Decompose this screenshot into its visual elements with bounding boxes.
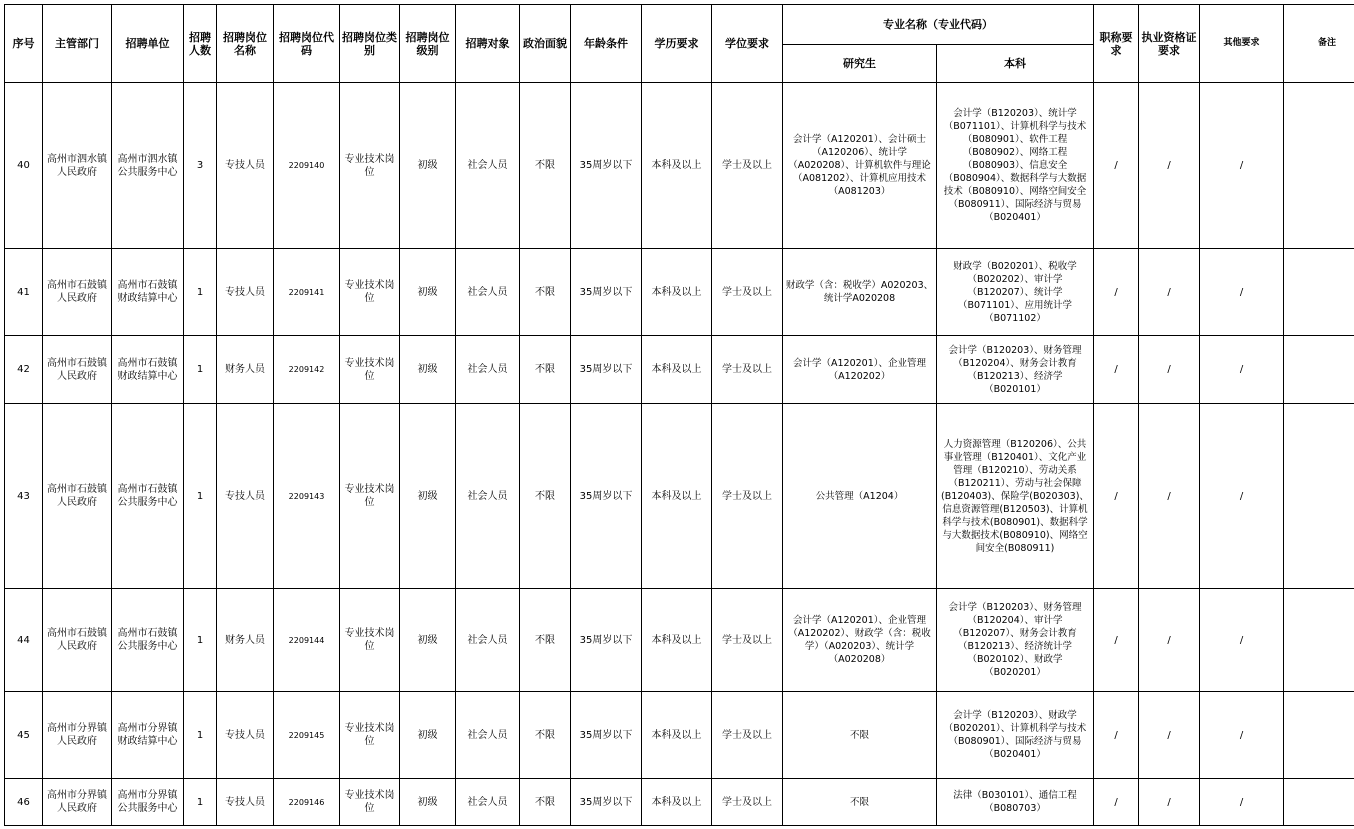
cell-age: 35周岁以下 bbox=[571, 589, 642, 692]
cell-degree: 学士及以上 bbox=[712, 589, 783, 692]
cell-other: / bbox=[1200, 692, 1284, 779]
header-dept: 主管部门 bbox=[43, 5, 112, 83]
header-cert: 执业资格证要求 bbox=[1139, 5, 1200, 83]
cell-cert: / bbox=[1139, 404, 1200, 589]
cell-dept: 高州市分界镇人民政府 bbox=[43, 692, 112, 779]
cell-post-name: 专技人员 bbox=[217, 404, 274, 589]
cell-target: 社会人员 bbox=[456, 589, 520, 692]
cell-dept: 高州市石鼓镇人民政府 bbox=[43, 336, 112, 404]
cell-other: / bbox=[1200, 779, 1284, 826]
cell-post-code: 2209142 bbox=[274, 336, 340, 404]
cell-seq: 40 bbox=[5, 83, 43, 249]
cell-target: 社会人员 bbox=[456, 336, 520, 404]
cell-seq: 42 bbox=[5, 336, 43, 404]
header-unit: 招聘单位 bbox=[112, 5, 184, 83]
cell-post-name: 专技人员 bbox=[217, 83, 274, 249]
cell-degree: 学士及以上 bbox=[712, 779, 783, 826]
cell-edu: 本科及以上 bbox=[642, 779, 712, 826]
cell-unit: 高州市分界镇财政结算中心 bbox=[112, 692, 184, 779]
cell-political: 不限 bbox=[520, 779, 571, 826]
cell-age: 35周岁以下 bbox=[571, 779, 642, 826]
cell-edu: 本科及以上 bbox=[642, 336, 712, 404]
cell-undergrad-major: 财政学（B020201）、税收学（B020202）、审计学（B120207）、统计学（B071101）、应用统计学（B071102） bbox=[937, 249, 1094, 336]
cell-target: 社会人员 bbox=[456, 779, 520, 826]
cell-degree: 学士及以上 bbox=[712, 249, 783, 336]
cell-target: 社会人员 bbox=[456, 404, 520, 589]
cell-grad-major: 不限 bbox=[783, 692, 937, 779]
cell-target: 社会人员 bbox=[456, 692, 520, 779]
cell-unit: 高州市石鼓镇财政结算中心 bbox=[112, 336, 184, 404]
cell-cert: / bbox=[1139, 83, 1200, 249]
cell-title-req: / bbox=[1094, 779, 1139, 826]
cell-political: 不限 bbox=[520, 336, 571, 404]
cell-other: / bbox=[1200, 336, 1284, 404]
cell-note bbox=[1284, 692, 1354, 779]
header-political: 政治面貌 bbox=[520, 5, 571, 83]
cell-undergrad-major: 会计学（B120203）、财政学（B020201）、计算机科学与技术（B080901）、国际经济与贸易（B020401） bbox=[937, 692, 1094, 779]
cell-other: / bbox=[1200, 404, 1284, 589]
cell-cert: / bbox=[1139, 589, 1200, 692]
header-undergrad: 本科 bbox=[937, 45, 1094, 83]
cell-note bbox=[1284, 249, 1354, 336]
cell-post-level: 初级 bbox=[400, 779, 456, 826]
table-row bbox=[5, 589, 1354, 692]
cell-edu: 本科及以上 bbox=[642, 249, 712, 336]
cell-title-req: / bbox=[1094, 249, 1139, 336]
cell-target: 社会人员 bbox=[456, 83, 520, 249]
header-seq: 序号 bbox=[5, 5, 43, 83]
cell-age: 35周岁以下 bbox=[571, 404, 642, 589]
header-grad: 研究生 bbox=[783, 45, 937, 83]
header-post-level: 招聘岗位级别 bbox=[400, 5, 456, 83]
cell-seq: 46 bbox=[5, 779, 43, 826]
table-row bbox=[5, 779, 1354, 826]
cell-note bbox=[1284, 779, 1354, 826]
cell-note bbox=[1284, 83, 1354, 249]
header-post-type: 招聘岗位类别 bbox=[340, 5, 400, 83]
header-post-name: 招聘岗位名称 bbox=[217, 5, 274, 83]
cell-edu: 本科及以上 bbox=[642, 404, 712, 589]
cell-unit: 高州市石鼓镇公共服务中心 bbox=[112, 589, 184, 692]
cell-edu: 本科及以上 bbox=[642, 589, 712, 692]
cell-age: 35周岁以下 bbox=[571, 83, 642, 249]
header-target: 招聘对象 bbox=[456, 5, 520, 83]
cell-count: 1 bbox=[184, 404, 217, 589]
cell-seq: 45 bbox=[5, 692, 43, 779]
table-row bbox=[5, 692, 1354, 779]
cell-title-req: / bbox=[1094, 404, 1139, 589]
cell-post-name: 专技人员 bbox=[217, 692, 274, 779]
cell-post-level: 初级 bbox=[400, 336, 456, 404]
cell-title-req: / bbox=[1094, 589, 1139, 692]
cell-post-type: 专业技术岗位 bbox=[340, 404, 400, 589]
cell-dept: 高州市分界镇人民政府 bbox=[43, 779, 112, 826]
cell-count: 1 bbox=[184, 692, 217, 779]
cell-grad-major: 公共管理（A1204） bbox=[783, 404, 937, 589]
cell-post-type: 专业技术岗位 bbox=[340, 692, 400, 779]
cell-undergrad-major: 法律（B030101）、通信工程（B080703） bbox=[937, 779, 1094, 826]
cell-post-code: 2209146 bbox=[274, 779, 340, 826]
cell-political: 不限 bbox=[520, 692, 571, 779]
cell-count: 3 bbox=[184, 83, 217, 249]
cell-title-req: / bbox=[1094, 336, 1139, 404]
header-note: 备注 bbox=[1284, 5, 1354, 83]
cell-grad-major: 会计学（A120201）、企业管理（A120202）、财政学（含：税收学）（A020203）、统计学（A020208） bbox=[783, 589, 937, 692]
cell-grad-major: 会计学（A120201）、会计硕士（A120206）、统计学（A020208）、计算机软件与理论（A081202）、计算机应用技术（A081203） bbox=[783, 83, 937, 249]
cell-cert: / bbox=[1139, 249, 1200, 336]
cell-cert: / bbox=[1139, 336, 1200, 404]
cell-dept: 高州市石鼓镇人民政府 bbox=[43, 589, 112, 692]
cell-post-type: 专业技术岗位 bbox=[340, 589, 400, 692]
cell-degree: 学士及以上 bbox=[712, 692, 783, 779]
cell-degree: 学士及以上 bbox=[712, 83, 783, 249]
cell-post-name: 财务人员 bbox=[217, 336, 274, 404]
cell-post-type: 专业技术岗位 bbox=[340, 779, 400, 826]
cell-undergrad-major: 会计学（B120203）、财务管理（B120204）、审计学（B120207）、财务会计教育（B120213）、经济统计学（B020102）、财政学（B020201） bbox=[937, 589, 1094, 692]
cell-post-level: 初级 bbox=[400, 589, 456, 692]
cell-count: 1 bbox=[184, 249, 217, 336]
recruitment-table bbox=[4, 4, 1354, 826]
header-degree: 学位要求 bbox=[712, 5, 783, 83]
cell-cert: / bbox=[1139, 779, 1200, 826]
cell-other: / bbox=[1200, 589, 1284, 692]
cell-undergrad-major: 会计学（B120203）、财务管理（B120204）、财务会计教育（B120213）、经济学（B020101） bbox=[937, 336, 1094, 404]
cell-other: / bbox=[1200, 249, 1284, 336]
cell-post-name: 专技人员 bbox=[217, 249, 274, 336]
cell-other: / bbox=[1200, 83, 1284, 249]
cell-count: 1 bbox=[184, 589, 217, 692]
header-other: 其他要求 bbox=[1200, 5, 1284, 83]
cell-post-level: 初级 bbox=[400, 692, 456, 779]
header-age: 年龄条件 bbox=[571, 5, 642, 83]
cell-count: 1 bbox=[184, 336, 217, 404]
table-row bbox=[5, 83, 1354, 249]
cell-count: 1 bbox=[184, 779, 217, 826]
cell-seq: 41 bbox=[5, 249, 43, 336]
header-major-group: 专业名称（专业代码） bbox=[783, 5, 1094, 45]
cell-post-type: 专业技术岗位 bbox=[340, 83, 400, 249]
table-row bbox=[5, 336, 1354, 404]
cell-post-level: 初级 bbox=[400, 404, 456, 589]
cell-political: 不限 bbox=[520, 249, 571, 336]
table-row bbox=[5, 404, 1354, 589]
cell-post-type: 专业技术岗位 bbox=[340, 249, 400, 336]
cell-post-code: 2209143 bbox=[274, 404, 340, 589]
cell-unit: 高州市分界镇公共服务中心 bbox=[112, 779, 184, 826]
cell-political: 不限 bbox=[520, 404, 571, 589]
header-edu: 学历要求 bbox=[642, 5, 712, 83]
cell-unit: 高州市泗水镇公共服务中心 bbox=[112, 83, 184, 249]
cell-post-code: 2209144 bbox=[274, 589, 340, 692]
cell-age: 35周岁以下 bbox=[571, 249, 642, 336]
cell-edu: 本科及以上 bbox=[642, 83, 712, 249]
cell-age: 35周岁以下 bbox=[571, 692, 642, 779]
cell-seq: 43 bbox=[5, 404, 43, 589]
cell-title-req: / bbox=[1094, 692, 1139, 779]
cell-degree: 学士及以上 bbox=[712, 336, 783, 404]
cell-undergrad-major: 会计学（B120203）、统计学（B071101）、计算机科学与技术（B080901）、软件工程（B080902）、网络工程（B080903）、信息安全（B080904）、数据科学与大数据技术（B080910）、网络空间安全（B080911）、国际经济与贸易（B020401） bbox=[937, 83, 1094, 249]
cell-grad-major: 财政学（含：税收学）A020203、统计学A020208 bbox=[783, 249, 937, 336]
cell-dept: 高州市泗水镇人民政府 bbox=[43, 83, 112, 249]
cell-seq: 44 bbox=[5, 589, 43, 692]
cell-edu: 本科及以上 bbox=[642, 692, 712, 779]
cell-title-req: / bbox=[1094, 83, 1139, 249]
table-row bbox=[5, 249, 1354, 336]
cell-unit: 高州市石鼓镇财政结算中心 bbox=[112, 249, 184, 336]
cell-cert: / bbox=[1139, 692, 1200, 779]
cell-post-code: 2209145 bbox=[274, 692, 340, 779]
cell-grad-major: 不限 bbox=[783, 779, 937, 826]
cell-political: 不限 bbox=[520, 589, 571, 692]
header-post-code: 招聘岗位代码 bbox=[274, 5, 340, 83]
cell-political: 不限 bbox=[520, 83, 571, 249]
cell-post-name: 财务人员 bbox=[217, 589, 274, 692]
cell-post-name: 专技人员 bbox=[217, 779, 274, 826]
cell-post-code: 2209140 bbox=[274, 83, 340, 249]
cell-post-level: 初级 bbox=[400, 83, 456, 249]
cell-note bbox=[1284, 404, 1354, 589]
cell-target: 社会人员 bbox=[456, 249, 520, 336]
header-count: 招聘人数 bbox=[184, 5, 217, 83]
cell-age: 35周岁以下 bbox=[571, 336, 642, 404]
cell-post-level: 初级 bbox=[400, 249, 456, 336]
cell-dept: 高州市石鼓镇人民政府 bbox=[43, 404, 112, 589]
header-title-req: 职称要求 bbox=[1094, 5, 1139, 83]
cell-degree: 学士及以上 bbox=[712, 404, 783, 589]
cell-post-type: 专业技术岗位 bbox=[340, 336, 400, 404]
cell-unit: 高州市石鼓镇公共服务中心 bbox=[112, 404, 184, 589]
cell-undergrad-major: 人力资源管理（B120206）、公共事业管理（B120401）、文化产业管理（B120210）、劳动关系（B120211）、劳动与社会保障(B120403)、保险学(B020303)、信息资源管理(B120503)、计算机科学与技术(B080901)、数据科学与大数据技术(B080910)、网络空间安全(B080911) bbox=[937, 404, 1094, 589]
cell-post-code: 2209141 bbox=[274, 249, 340, 336]
cell-note bbox=[1284, 336, 1354, 404]
cell-note bbox=[1284, 589, 1354, 692]
cell-grad-major: 会计学（A120201）、企业管理（A120202） bbox=[783, 336, 937, 404]
cell-dept: 高州市石鼓镇人民政府 bbox=[43, 249, 112, 336]
